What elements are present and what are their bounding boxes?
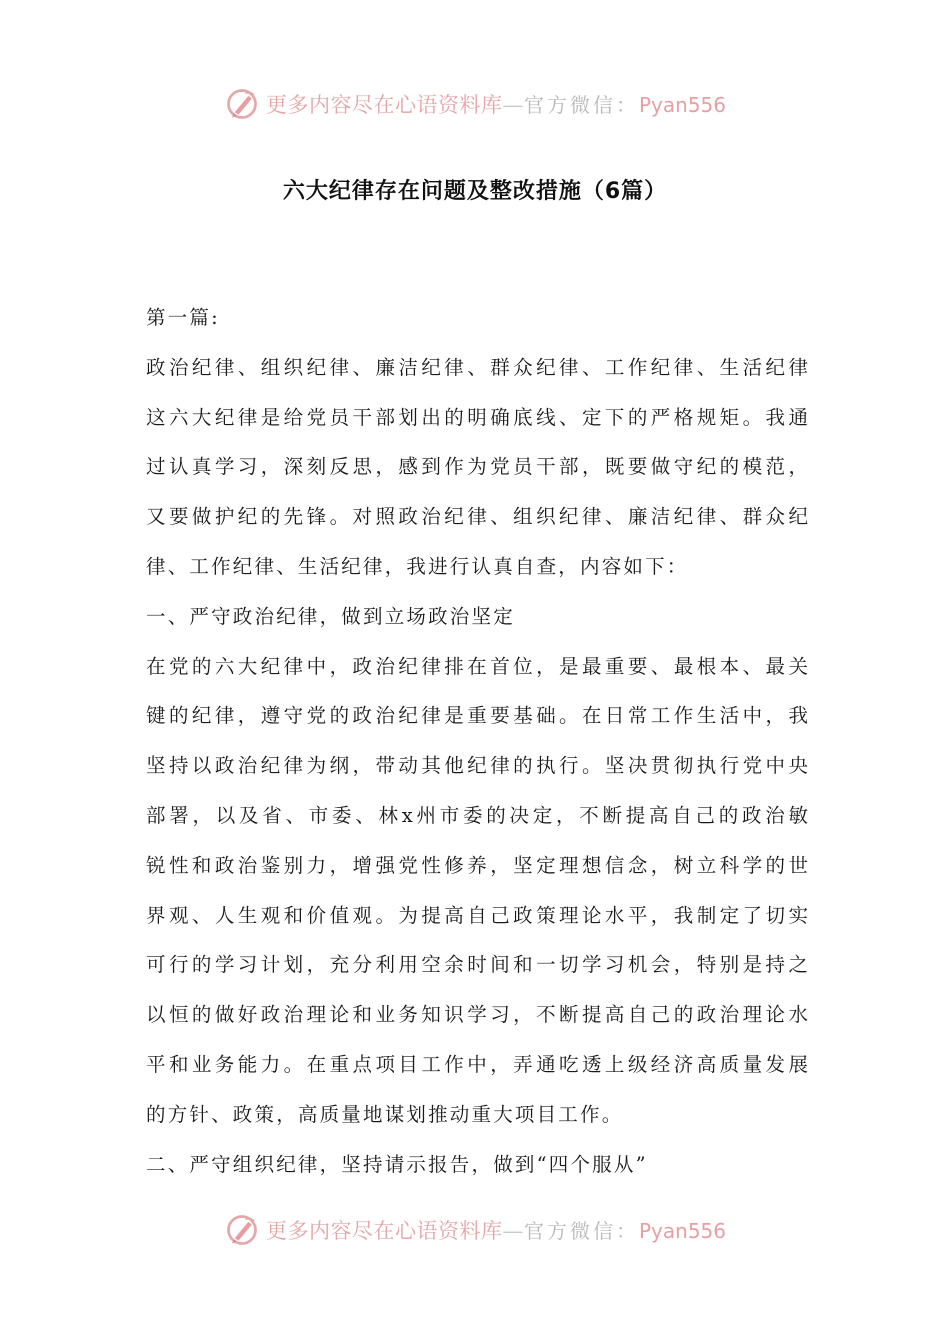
body-line: 在党的六大纪律中，政治纪律排在首位，是最重要、最根本、最关 (146, 654, 808, 678)
body-line: 以恒的做好政治理论和业务知识学习，不断提高自己的政治理论水 (146, 1003, 808, 1027)
watermark-dash: — (502, 1219, 524, 1243)
body-line: 锐性和政治鉴别力，增强党性修养，坚定理想信念，树立科学的世 (146, 853, 808, 877)
body-line: 部署，以及省、市委、林x州市委的决定，不断提高自己的政治敏 (146, 803, 808, 827)
body-line: 这六大纪律是给党员干部划出的明确底线、定下的严格规矩。我通 (146, 405, 808, 429)
body-line: 的方针、政策，高质量地谋划推动重大项目工作。 (146, 1102, 624, 1126)
watermark-dash: — (502, 93, 524, 117)
watermark-label: 官方微信： (523, 93, 639, 117)
body-line: 坚持以政治纪律为纲，带动其他纪律的执行。坚决贯彻执行党中央 (146, 754, 808, 778)
body-line: 过认真学习，深刻反思，感到作为党员干部，既要做守纪的模范， (146, 455, 808, 479)
watermark-text: 更多内容尽在心语资料库 (265, 93, 503, 117)
pen-logo-icon (224, 1212, 260, 1248)
body-line: 又要做护纪的先锋。对照政治纪律、组织纪律、廉洁纪律、群众纪 (146, 505, 808, 529)
body-line: 可行的学习计划，充分利用空余时间和一切学习机会，特别是持之 (146, 953, 808, 977)
watermark-header (0, 82, 950, 126)
body-line: 键的纪律，遵守党的政治纪律是重要基础。在日常工作生活中，我 (146, 704, 808, 728)
watermark-id: Pyan556 (638, 1219, 726, 1243)
watermark-footer (0, 1208, 950, 1252)
section-label: 第一篇: (146, 306, 220, 329)
section-heading: 二、严守组织纪律，坚持请示报告，做到“四个服从” (146, 1152, 648, 1176)
watermark-label: 官方微信： (523, 1219, 639, 1243)
watermark-text: 更多内容尽在心语资料库 (265, 1219, 503, 1243)
watermark-id: Pyan556 (638, 93, 726, 117)
body-line: 平和业务能力。在重点项目工作中，弄通吃透上级经济高质量发展 (146, 1052, 808, 1076)
section-heading: 一、严守政治纪律，做到立场政治坚定 (146, 604, 515, 628)
pen-logo-icon (224, 86, 260, 122)
document-title: 六大纪律存在问题及整改措施（6篇） (282, 179, 668, 204)
document-body (146, 293, 808, 1189)
body-line: 律、工作纪律、生活纪律，我进行认真自查，内容如下： (146, 554, 689, 578)
body-line: 界观、人生观和价值观。为提高自己政策理论水平，我制定了切实 (146, 903, 808, 927)
body-line: 政治纪律、组织纪律、廉洁纪律、群众纪律、工作纪律、生活纪律 (146, 355, 808, 379)
